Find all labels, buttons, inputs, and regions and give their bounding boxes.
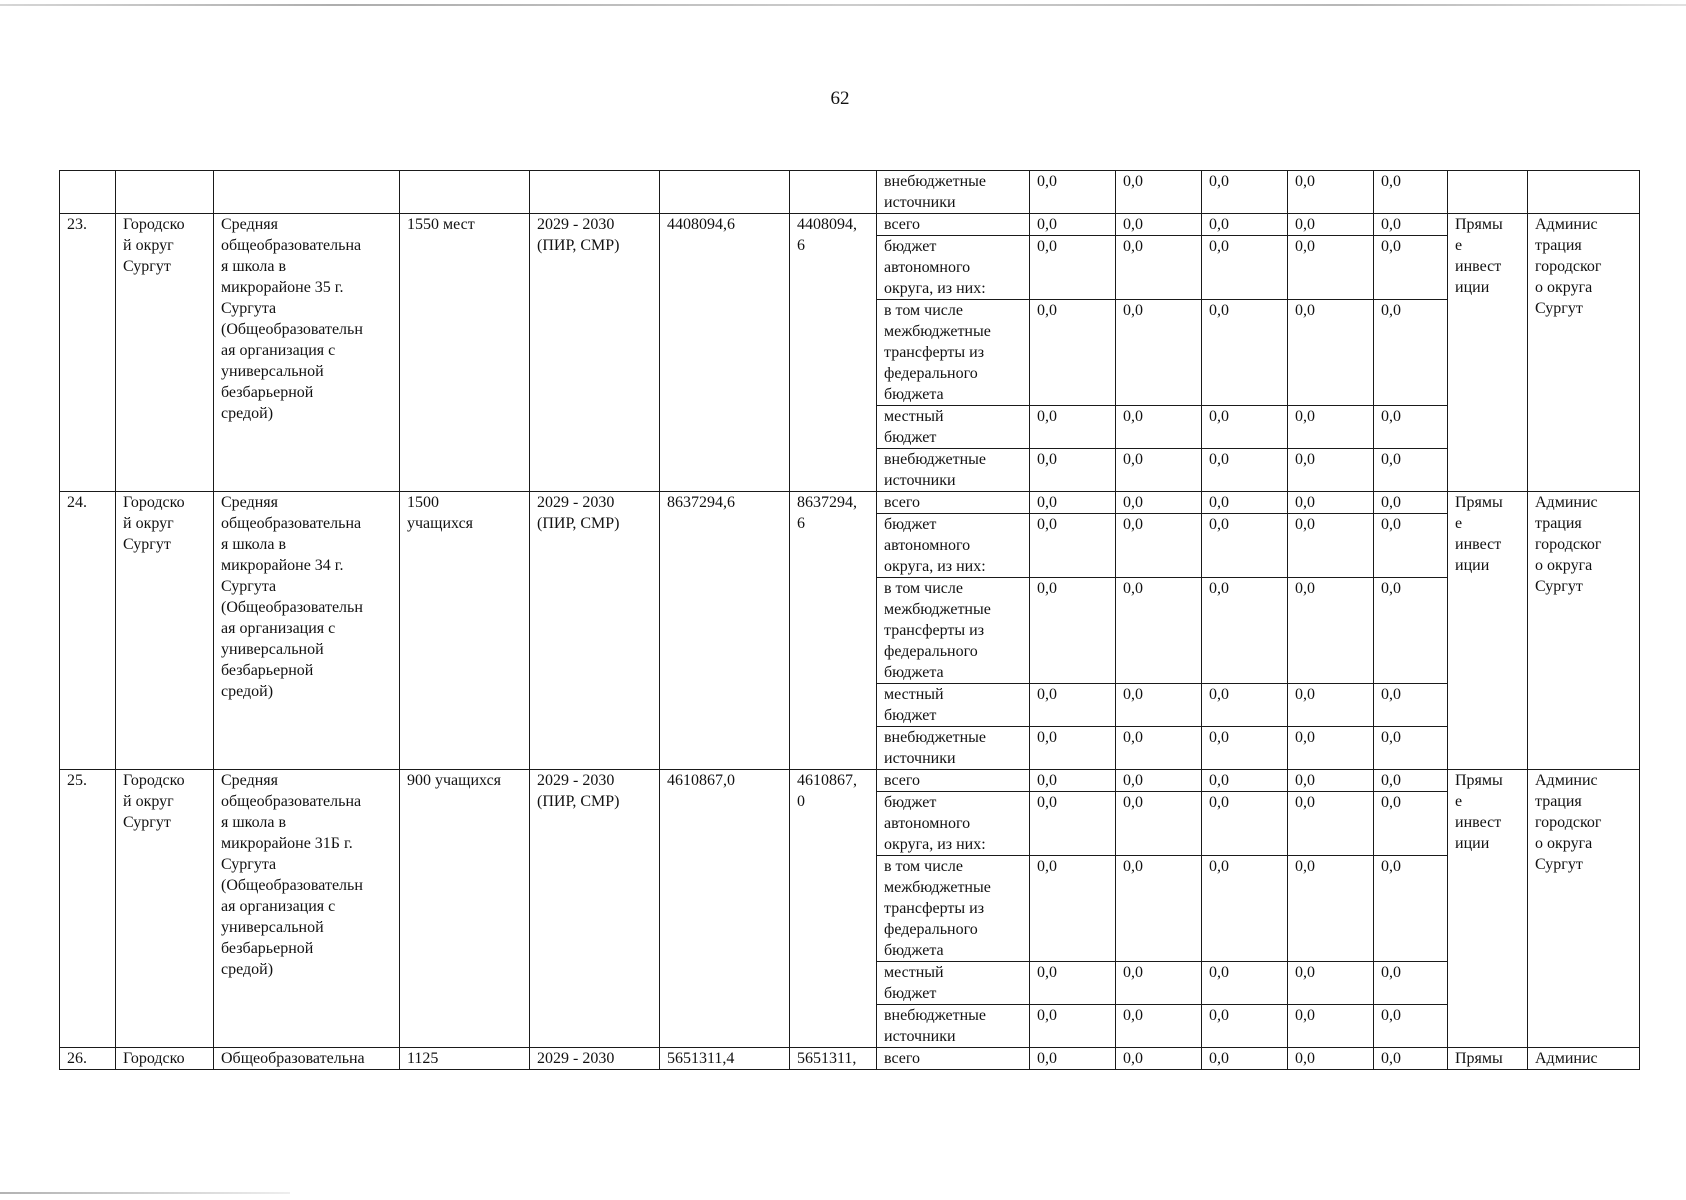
- value-cell: 0,0: [1202, 1005, 1288, 1048]
- value-cell: 0,0: [1116, 514, 1202, 578]
- municipality-cell: Городско й округ Сургут: [116, 770, 214, 1048]
- value-cell: 0,0: [1374, 214, 1448, 236]
- value-cell: 0,0: [1374, 449, 1448, 492]
- row-number-cell: 23.: [60, 214, 116, 492]
- value-cell: 0,0: [1116, 300, 1202, 406]
- object-name-cell: Средняя общеобразовательна я школа в микрорайоне 31Б г. Сургута (Общеобразовательн ая организация с универсальной безбарьерной средой): [214, 770, 400, 1048]
- value-cell: 0,0: [1202, 449, 1288, 492]
- object-name-cell: Общеобразовательна: [214, 1048, 400, 1070]
- value-cell: 0,0: [1202, 236, 1288, 300]
- funding-source-cell: всего: [877, 1048, 1030, 1070]
- responsible-cell: Админис трация городског о округа Сургут: [1528, 770, 1640, 1048]
- value-cell: 0,0: [1116, 449, 1202, 492]
- period-cell: 2029 - 2030 (ПИР, СМР): [530, 214, 660, 492]
- remaining-cost-cell: 4408094, 6: [790, 214, 877, 492]
- value-cell: 0,0: [1288, 578, 1374, 684]
- value-cell: 0,0: [1202, 792, 1288, 856]
- row-number-cell: 26.: [60, 1048, 116, 1070]
- value-cell: 0,0: [1030, 684, 1116, 727]
- object-name-cell: Средняя общеобразовательна я школа в микрорайоне 35 г. Сургута (Общеобразовательн ая организация с универсальной безбарьерной средой): [214, 214, 400, 492]
- period-cell: 2029 - 2030 (ПИР, СМР): [530, 492, 660, 770]
- value-cell: 0,0: [1288, 727, 1374, 770]
- value-cell: 0,0: [1030, 449, 1116, 492]
- empty-cell: [1448, 171, 1528, 214]
- value-cell: 0,0: [1030, 770, 1116, 792]
- value-cell: 0,0: [1202, 856, 1288, 962]
- value-cell: 0,0: [1030, 1005, 1116, 1048]
- responsible-cell: Админис трация городског о округа Сургут: [1528, 492, 1640, 770]
- value-cell: 0,0: [1374, 1005, 1448, 1048]
- value-cell: 0,0: [1374, 300, 1448, 406]
- value-cell: 0,0: [1374, 727, 1448, 770]
- empty-cell: [116, 171, 214, 214]
- value-cell: 0,0: [1202, 770, 1288, 792]
- municipality-cell: Городско: [116, 1048, 214, 1070]
- value-cell: 0,0: [1288, 492, 1374, 514]
- value-cell: 0,0: [1202, 684, 1288, 727]
- value-cell: 0,0: [1116, 171, 1202, 214]
- value-cell: 0,0: [1288, 1005, 1374, 1048]
- remaining-cost-cell: 8637294, 6: [790, 492, 877, 770]
- table-row: [60, 770, 1640, 792]
- period-cell: 2029 - 2030 (ПИР, СМР): [530, 770, 660, 1048]
- empty-cell: [214, 171, 400, 214]
- value-cell: 0,0: [1030, 406, 1116, 449]
- value-cell: 0,0: [1288, 770, 1374, 792]
- funding-source-cell: внебюджетные источники: [877, 449, 1030, 492]
- value-cell: 0,0: [1288, 514, 1374, 578]
- empty-cell: [1528, 171, 1640, 214]
- municipality-cell: Городско й округ Сургут: [116, 492, 214, 770]
- value-cell: 0,0: [1202, 492, 1288, 514]
- value-cell: 0,0: [1202, 578, 1288, 684]
- value-cell: 0,0: [1288, 214, 1374, 236]
- value-cell: 0,0: [1030, 1048, 1116, 1070]
- empty-cell: [400, 171, 530, 214]
- value-cell: 0,0: [1202, 300, 1288, 406]
- empty-cell: [60, 171, 116, 214]
- value-cell: 0,0: [1202, 727, 1288, 770]
- row-number-cell: 25.: [60, 770, 116, 1048]
- table-row: [60, 214, 1640, 236]
- value-cell: 0,0: [1030, 300, 1116, 406]
- funding-source-cell: местный бюджет: [877, 962, 1030, 1005]
- object-name-cell: Средняя общеобразовательна я школа в микрорайоне 34 г. Сургута (Общеобразовательн ая организация с универсальной безбарьерной средой): [214, 492, 400, 770]
- value-cell: 0,0: [1374, 792, 1448, 856]
- municipality-cell: Городско й округ Сургут: [116, 214, 214, 492]
- value-cell: 0,0: [1288, 1048, 1374, 1070]
- value-cell: 0,0: [1374, 1048, 1448, 1070]
- investment-type-cell: Прямы е инвест иции: [1448, 214, 1528, 492]
- value-cell: 0,0: [1374, 578, 1448, 684]
- value-cell: 0,0: [1288, 236, 1374, 300]
- row-number-cell: 24.: [60, 492, 116, 770]
- table-row: [60, 492, 1640, 514]
- capacity-cell: 1125: [400, 1048, 530, 1070]
- page-number: 62: [830, 88, 850, 109]
- value-cell: 0,0: [1030, 727, 1116, 770]
- value-cell: 0,0: [1202, 962, 1288, 1005]
- value-cell: 0,0: [1374, 962, 1448, 1005]
- funding-source-cell: в том числе межбюджетные трансферты из федерального бюджета: [877, 578, 1030, 684]
- value-cell: 0,0: [1202, 171, 1288, 214]
- value-cell: 0,0: [1288, 856, 1374, 962]
- responsible-cell: Админис: [1528, 1048, 1640, 1070]
- value-cell: 0,0: [1288, 684, 1374, 727]
- funding-source-cell: всего: [877, 770, 1030, 792]
- value-cell: 0,0: [1030, 492, 1116, 514]
- value-cell: 0,0: [1030, 214, 1116, 236]
- value-cell: 0,0: [1288, 406, 1374, 449]
- value-cell: 0,0: [1116, 856, 1202, 962]
- remaining-cost-cell: 4610867, 0: [790, 770, 877, 1048]
- funding-source-cell: бюджет автономного округа, из них:: [877, 792, 1030, 856]
- value-cell: 0,0: [1374, 171, 1448, 214]
- investment-type-cell: Прямы: [1448, 1048, 1528, 1070]
- value-cell: 0,0: [1030, 578, 1116, 684]
- funding-source-cell: внебюджетные источники: [877, 171, 1030, 214]
- funding-source-cell: внебюджетные источники: [877, 727, 1030, 770]
- value-cell: 0,0: [1202, 406, 1288, 449]
- funding-source-cell: местный бюджет: [877, 684, 1030, 727]
- remaining-cost-cell: 5651311,: [790, 1048, 877, 1070]
- empty-cell: [790, 171, 877, 214]
- funding-source-cell: в том числе межбюджетные трансферты из федерального бюджета: [877, 300, 1030, 406]
- estimated-cost-cell: 4408094,6: [660, 214, 790, 492]
- value-cell: 0,0: [1288, 300, 1374, 406]
- value-cell: 0,0: [1116, 1048, 1202, 1070]
- value-cell: 0,0: [1030, 962, 1116, 1005]
- value-cell: 0,0: [1116, 792, 1202, 856]
- value-cell: 0,0: [1374, 492, 1448, 514]
- investment-type-cell: Прямы е инвест иции: [1448, 492, 1528, 770]
- value-cell: 0,0: [1288, 449, 1374, 492]
- funding-source-cell: всего: [877, 492, 1030, 514]
- value-cell: 0,0: [1374, 236, 1448, 300]
- table-body: [60, 171, 1640, 1070]
- value-cell: 0,0: [1116, 492, 1202, 514]
- value-cell: 0,0: [1374, 856, 1448, 962]
- value-cell: 0,0: [1030, 792, 1116, 856]
- funding-source-cell: местный бюджет: [877, 406, 1030, 449]
- estimated-cost-cell: 5651311,4: [660, 1048, 790, 1070]
- value-cell: 0,0: [1288, 962, 1374, 1005]
- estimated-cost-cell: 4610867,0: [660, 770, 790, 1048]
- estimated-cost-cell: 8637294,6: [660, 492, 790, 770]
- value-cell: 0,0: [1116, 962, 1202, 1005]
- funding-source-cell: в том числе межбюджетные трансферты из федерального бюджета: [877, 856, 1030, 962]
- value-cell: 0,0: [1288, 792, 1374, 856]
- period-cell: 2029 - 2030: [530, 1048, 660, 1070]
- value-cell: 0,0: [1202, 1048, 1288, 1070]
- value-cell: 0,0: [1116, 770, 1202, 792]
- scan-edge-bottom: [0, 1192, 290, 1194]
- table-row-truncated: [60, 1048, 1640, 1070]
- value-cell: 0,0: [1116, 684, 1202, 727]
- value-cell: 0,0: [1288, 171, 1374, 214]
- scan-edge-top: [0, 4, 1686, 6]
- value-cell: 0,0: [1030, 236, 1116, 300]
- capacity-cell: 1550 мест: [400, 214, 530, 492]
- value-cell: 0,0: [1116, 578, 1202, 684]
- value-cell: 0,0: [1374, 684, 1448, 727]
- investment-type-cell: Прямы е инвест иции: [1448, 770, 1528, 1048]
- value-cell: 0,0: [1374, 770, 1448, 792]
- capacity-cell: 1500 учащихся: [400, 492, 530, 770]
- value-cell: 0,0: [1116, 236, 1202, 300]
- funding-source-cell: внебюджетные источники: [877, 1005, 1030, 1048]
- capacity-cell: 900 учащихся: [400, 770, 530, 1048]
- investment-objects-table: [59, 170, 1640, 1070]
- value-cell: 0,0: [1116, 406, 1202, 449]
- value-cell: 0,0: [1030, 171, 1116, 214]
- table-row-continuation: [60, 171, 1640, 214]
- value-cell: 0,0: [1116, 727, 1202, 770]
- value-cell: 0,0: [1202, 514, 1288, 578]
- value-cell: 0,0: [1030, 856, 1116, 962]
- funding-source-cell: бюджет автономного округа, из них:: [877, 236, 1030, 300]
- value-cell: 0,0: [1116, 1005, 1202, 1048]
- value-cell: 0,0: [1374, 406, 1448, 449]
- value-cell: 0,0: [1116, 214, 1202, 236]
- value-cell: 0,0: [1202, 214, 1288, 236]
- funding-source-cell: всего: [877, 214, 1030, 236]
- value-cell: 0,0: [1374, 514, 1448, 578]
- value-cell: 0,0: [1030, 514, 1116, 578]
- empty-cell: [530, 171, 660, 214]
- funding-source-cell: бюджет автономного округа, из них:: [877, 514, 1030, 578]
- empty-cell: [660, 171, 790, 214]
- responsible-cell: Админис трация городског о округа Сургут: [1528, 214, 1640, 492]
